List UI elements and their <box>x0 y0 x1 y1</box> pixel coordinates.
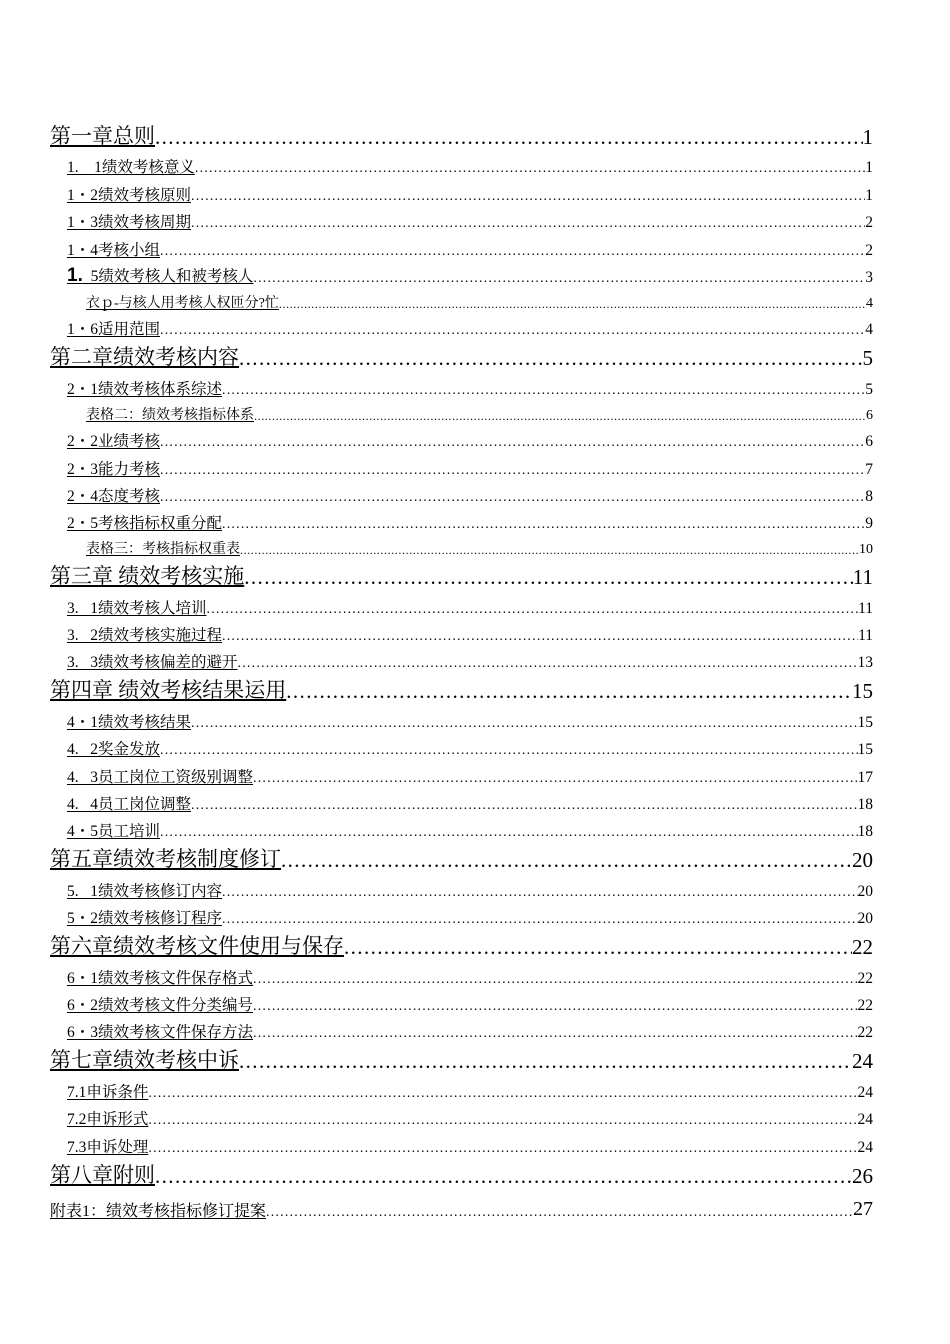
dot-leader <box>253 271 865 287</box>
toc-entry[interactable] <box>50 451 873 478</box>
dot-leader <box>160 490 865 506</box>
dot-leader <box>191 716 857 732</box>
toc-entry-page-number: 11 <box>858 599 873 617</box>
dot-leader <box>238 656 858 672</box>
toc-entry-page-number: 1 <box>865 186 873 204</box>
toc-entry-page-number: 5 <box>862 346 873 371</box>
toc-entry[interactable] <box>50 841 873 873</box>
toc-entry-page-number: 20 <box>857 882 873 900</box>
toc-entry-page-number: 2 <box>865 241 873 259</box>
toc-entry-label[interactable]: 4. 4员工岗位调整 <box>67 796 192 814</box>
dot-leader <box>148 1086 857 1102</box>
toc-entry-label[interactable]: 1・6适用范围 <box>67 321 161 339</box>
toc-entry[interactable] <box>50 988 873 1015</box>
toc-entry-page-number: 22 <box>852 935 873 960</box>
toc-entry-label[interactable]: 4・5员工培训 <box>67 823 161 841</box>
dot-leader <box>160 435 865 451</box>
dot-leader <box>191 189 865 205</box>
toc-entry[interactable] <box>50 479 873 506</box>
toc-entry[interactable] <box>50 1015 873 1042</box>
toc-entry[interactable] <box>50 150 873 177</box>
toc-entry-label[interactable]: 2・2业绩考核 <box>67 433 161 451</box>
dot-leader <box>222 885 857 901</box>
toc-entry-page-number: 26 <box>852 1163 873 1188</box>
dot-leader <box>254 409 866 424</box>
dot-leader <box>222 629 858 645</box>
toc-entry[interactable] <box>50 312 873 339</box>
toc-entry-label[interactable]: 4. 3员工岗位工资级别调整 <box>67 768 254 786</box>
toc-entry[interactable] <box>50 1074 873 1101</box>
toc-entry-label[interactable]: 2・1绩效考核体系综述 <box>67 380 223 398</box>
toc-entry[interactable] <box>50 1042 873 1074</box>
toc-entry-page-number: 15 <box>852 679 873 704</box>
dot-leader <box>222 517 865 533</box>
toc-entry-page-number: 22 <box>857 969 873 987</box>
table-of-contents <box>50 118 873 1221</box>
toc-entry[interactable] <box>50 1102 873 1129</box>
dot-leader <box>281 848 852 873</box>
toc-entry[interactable] <box>50 732 873 759</box>
dot-leader <box>155 1164 852 1189</box>
toc-entry-label[interactable]: 第六章绩效考核文件使用与保存 <box>50 934 344 959</box>
dot-leader <box>148 1113 857 1129</box>
toc-entry-label[interactable]: 6・3绩效考核文件保存方法 <box>67 1024 254 1042</box>
dot-leader <box>253 999 857 1015</box>
toc-entry[interactable] <box>50 759 873 786</box>
toc-entry-label[interactable]: 7.1申诉条件 <box>67 1083 149 1101</box>
toc-entry-label[interactable]: 第五章绩效考核制度修订 <box>50 847 281 872</box>
toc-entry-label[interactable]: 5・2绩效考核修订程序 <box>67 910 223 928</box>
toc-entry[interactable] <box>50 873 873 900</box>
toc-entry-page-number: 1 <box>862 125 873 149</box>
toc-entry-page-number: 24 <box>857 1111 873 1129</box>
toc-entry-page-number: 18 <box>857 823 873 841</box>
toc-entry-page-number: 4 <box>866 295 873 311</box>
toc-entry-page-number: 17 <box>857 768 873 786</box>
dot-leader <box>253 972 857 988</box>
dot-leader <box>244 565 853 590</box>
toc-entry[interactable] <box>50 506 873 533</box>
toc-entry-label[interactable]: 3. 3绩效考核偏差的避开 <box>67 654 238 672</box>
toc-entry-label[interactable]: 1. 1绩效考核意义 <box>67 159 195 177</box>
toc-entry[interactable] <box>50 371 873 398</box>
toc-entry[interactable] <box>50 232 873 259</box>
toc-entry-label[interactable]: 4・1绩效考核结果 <box>67 713 192 731</box>
dot-leader <box>160 463 865 479</box>
toc-entry[interactable] <box>50 339 873 371</box>
toc-entry-label[interactable]: 表格二：绩效考核指标体系 <box>86 407 254 423</box>
toc-entry-page-number: 1 <box>865 159 873 177</box>
toc-entry-page-number: 20 <box>857 910 873 928</box>
toc-entry-label[interactable]: 1. 5绩效考核人和被考核人 <box>67 264 254 286</box>
toc-entry[interactable] <box>50 590 873 617</box>
toc-entry[interactable] <box>50 960 873 987</box>
toc-entry-label[interactable]: 6・1绩效考核文件保存格式 <box>67 969 254 987</box>
toc-entry-page-number: 11 <box>858 627 873 645</box>
dot-leader <box>239 1049 852 1074</box>
toc-entry-label[interactable]: 1・2绩效考核原则 <box>67 186 192 204</box>
toc-entry[interactable] <box>50 645 873 672</box>
toc-entry-page-number: 10 <box>859 542 873 558</box>
toc-entry-label[interactable]: 第八章附则 <box>50 1162 155 1187</box>
toc-entry-page-number: 20 <box>852 848 873 873</box>
toc-entry-page-number: 3 <box>865 268 873 286</box>
toc-entry-page-number: 6 <box>865 433 873 451</box>
toc-entry-label[interactable]: 4. 2奖金发放 <box>67 741 161 759</box>
dot-leader <box>160 244 865 260</box>
toc-entry[interactable] <box>50 118 873 150</box>
toc-entry-label[interactable]: 1・4考核小组 <box>67 241 161 259</box>
toc-entry[interactable] <box>50 287 873 312</box>
toc-entry[interactable] <box>50 1157 873 1189</box>
toc-entry-page-number: 24 <box>857 1138 873 1156</box>
toc-entry-page-number: 24 <box>852 1049 873 1074</box>
dot-leader <box>240 543 859 558</box>
dot-leader <box>222 383 865 399</box>
toc-entry-label[interactable]: 第四章 绩效考核结果运用 <box>50 678 287 703</box>
toc-entry[interactable] <box>50 558 873 590</box>
toc-entry-label[interactable]: 3. 2绩效考核实施过程 <box>67 627 223 645</box>
toc-entry[interactable] <box>50 399 873 424</box>
toc-entry[interactable] <box>50 787 873 814</box>
toc-entry-label[interactable]: 1・3绩效考核周期 <box>67 214 192 232</box>
dot-leader <box>239 346 863 371</box>
dot-leader <box>160 825 857 841</box>
dot-leader <box>191 798 857 814</box>
toc-entry[interactable] <box>50 672 873 704</box>
toc-entry-label[interactable]: 3. 1绩效考核人培训 <box>67 599 207 617</box>
toc-entry-label[interactable]: 附表1：绩效考核指标修订提案 <box>50 1202 267 1220</box>
dot-leader <box>160 743 857 759</box>
dot-leader <box>222 912 857 928</box>
toc-entry[interactable] <box>50 533 873 558</box>
toc-entry[interactable] <box>50 205 873 232</box>
toc-entry[interactable] <box>50 618 873 645</box>
dot-leader <box>207 602 859 618</box>
toc-entry-label[interactable]: 表格三：考核指标权重表 <box>86 542 240 558</box>
dot-leader <box>155 125 863 150</box>
toc-entry-label[interactable]: 7.3申诉处理 <box>67 1138 149 1156</box>
toc-entry-label[interactable]: 2・3能力考核 <box>67 460 161 478</box>
toc-entry-page-number: 15 <box>857 741 873 759</box>
toc-entry-page-number: 22 <box>857 1024 873 1042</box>
toc-entry[interactable] <box>50 260 873 287</box>
toc-entry-label[interactable]: 6・2绩效考核文件分类编号 <box>67 996 254 1014</box>
toc-entry-page-number: 13 <box>857 654 873 672</box>
dot-leader <box>253 771 857 787</box>
toc-entry-label[interactable]: 2・5考核指标权重分配 <box>67 515 223 533</box>
toc-entry-page-number: 4 <box>865 321 873 339</box>
dot-leader <box>253 1026 857 1042</box>
dot-leader <box>191 216 865 232</box>
dot-leader <box>148 1141 857 1157</box>
toc-entry-label[interactable]: 第三章 绩效考核实施 <box>50 564 245 589</box>
toc-entry-page-number: 24 <box>857 1083 873 1101</box>
toc-entry-page-number: 5 <box>865 380 873 398</box>
toc-entry-page-number: 15 <box>857 713 873 731</box>
toc-entry[interactable] <box>50 1189 873 1221</box>
toc-entry-label[interactable]: 2・4态度考核 <box>67 487 161 505</box>
toc-entry-page-number: 11 <box>852 565 873 590</box>
dot-leader <box>344 935 852 960</box>
toc-entry-label[interactable]: 7.2申诉形式 <box>67 1111 149 1129</box>
toc-entry-page-number: 7 <box>865 460 873 478</box>
toc-entry-page-number: 8 <box>865 487 873 505</box>
toc-entry-page-number: 27 <box>853 1197 873 1220</box>
dot-leader <box>286 679 852 704</box>
toc-entry[interactable] <box>50 814 873 841</box>
toc-entry[interactable] <box>50 704 873 731</box>
toc-entry[interactable] <box>50 177 873 204</box>
toc-entry-label[interactable]: 第二章绩效考核内容 <box>50 345 239 370</box>
toc-entry[interactable] <box>50 901 873 928</box>
toc-entry-page-number: 6 <box>866 407 873 423</box>
toc-entry-page-number: 18 <box>857 796 873 814</box>
dot-leader <box>279 297 866 312</box>
dot-leader <box>266 1205 853 1221</box>
toc-entry[interactable] <box>50 928 873 960</box>
toc-entry-label[interactable]: 衣ｐ-与核人用考核人权匝分?忙 <box>86 295 279 311</box>
toc-entry-label[interactable]: 第七章绩效考核中诉 <box>50 1048 239 1073</box>
toc-entry[interactable] <box>50 1129 873 1156</box>
dot-leader <box>195 161 865 177</box>
dot-leader <box>160 323 865 339</box>
toc-entry-label[interactable]: 5. 1绩效考核修订内容 <box>67 882 223 900</box>
toc-entry-page-number: 22 <box>857 996 873 1014</box>
toc-entry-page-number: 2 <box>865 214 873 232</box>
toc-entry-page-number: 9 <box>865 515 873 533</box>
toc-entry[interactable] <box>50 424 873 451</box>
toc-entry-label[interactable]: 第一章总则 <box>50 124 155 148</box>
